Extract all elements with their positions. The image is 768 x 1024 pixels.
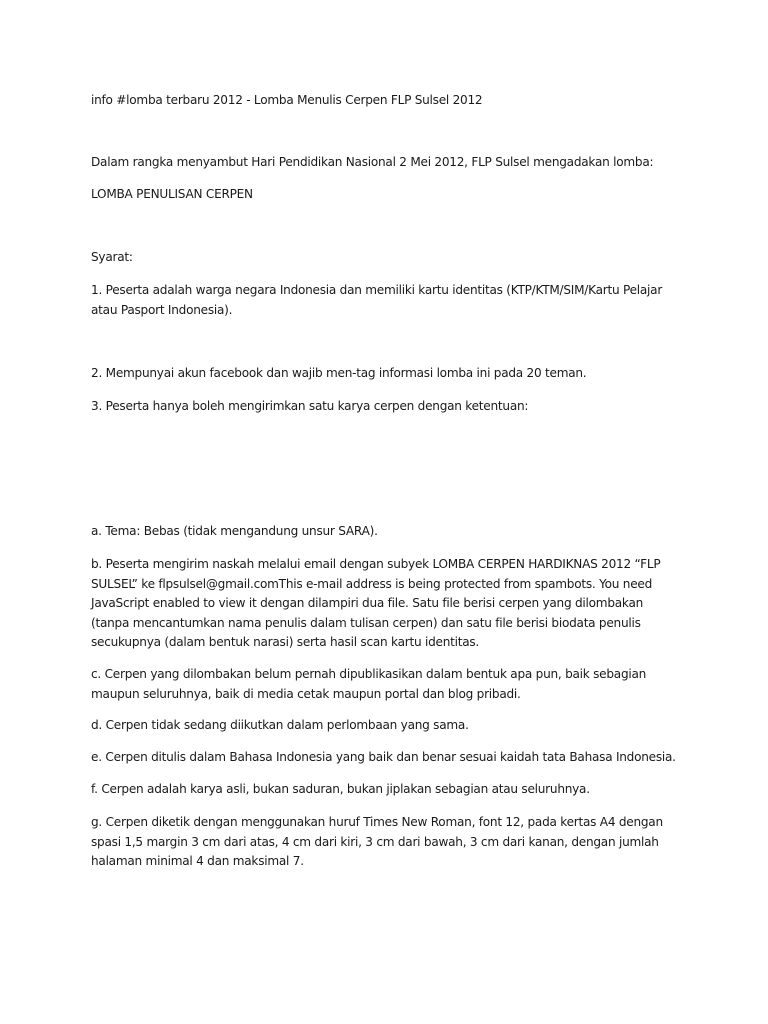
item-a: a. Tema: Bebas (tidak mengandung unsur SARA). bbox=[91, 524, 378, 538]
document-page bbox=[91, 0, 681, 1024]
item-f: f. Cerpen adalah karya asli, bukan saduran, bukan jiplakan sebagian atau seluruhnya. bbox=[91, 782, 590, 796]
item-g: g. Cerpen diketik dengan menggunakan huruf Times New Roman, font 12, pada kertas A4 dengan spasi 1,5 margin 3 cm dari atas, 4 cm dari kiri, 3 cm dari bawah, 3 cm dari kanan, dengan jumlah halaman minimal 4 dan maksimal 7. bbox=[91, 815, 663, 868]
item-d: d. Cerpen tidak sedang diikutkan dalam perlombaan yang sama. bbox=[91, 718, 469, 732]
requirement-3: 3. Peserta hanya boleh mengirimkan satu karya cerpen dengan ketentuan: bbox=[91, 399, 529, 413]
requirements-heading: Syarat: bbox=[91, 250, 133, 264]
requirement-2: 2. Mempunyai akun facebook dan wajib men-tag informasi lomba ini pada 20 teman. bbox=[91, 366, 587, 380]
requirement-1: 1. Peserta adalah warga negara Indonesia dan memiliki kartu identitas (KTP/KTM/SIM/Kartu Pelajar atau Pasport Indonesia). bbox=[91, 283, 663, 317]
item-c: c. Cerpen yang dilombakan belum pernah dipublikasikan dalam bentuk apa pun, baik sebagian maupun seluruhnya, baik di media cetak maupun portal dan blog pribadi. bbox=[91, 667, 647, 701]
intro-paragraph: Dalam rangka menyambut Hari Pendidikan Nasional 2 Mei 2012, FLP Sulsel mengadakan lomba: bbox=[91, 155, 654, 169]
item-b: b. Peserta mengirim naskah melalui email dengan subyek LOMBA CERPEN HARDIKNAS 2012 “FLP SULSEL” ke flpsulsel@gmail.comThis e-mail address is being protected from spambots. You need JavaScript enabled to view it dengan dilampiri dua file. Satu file berisi cerpen yang dilombakan (tanpa mencantumkan nama penulis dalam tulisan cerpen) dan satu file berisi biodata penulis secukupnya (dalam bentuk narasi) serta hasil scan kartu identitas. bbox=[91, 557, 661, 649]
item-e: e. Cerpen ditulis dalam Bahasa Indonesia yang baik dan benar sesuai kaidah tata Bahasa Indonesia. bbox=[91, 750, 676, 764]
document-title-line: info #lomba terbaru 2012 - Lomba Menulis Cerpen FLP Sulsel 2012 bbox=[91, 93, 483, 107]
event-name: LOMBA PENULISAN CERPEN bbox=[91, 187, 253, 201]
